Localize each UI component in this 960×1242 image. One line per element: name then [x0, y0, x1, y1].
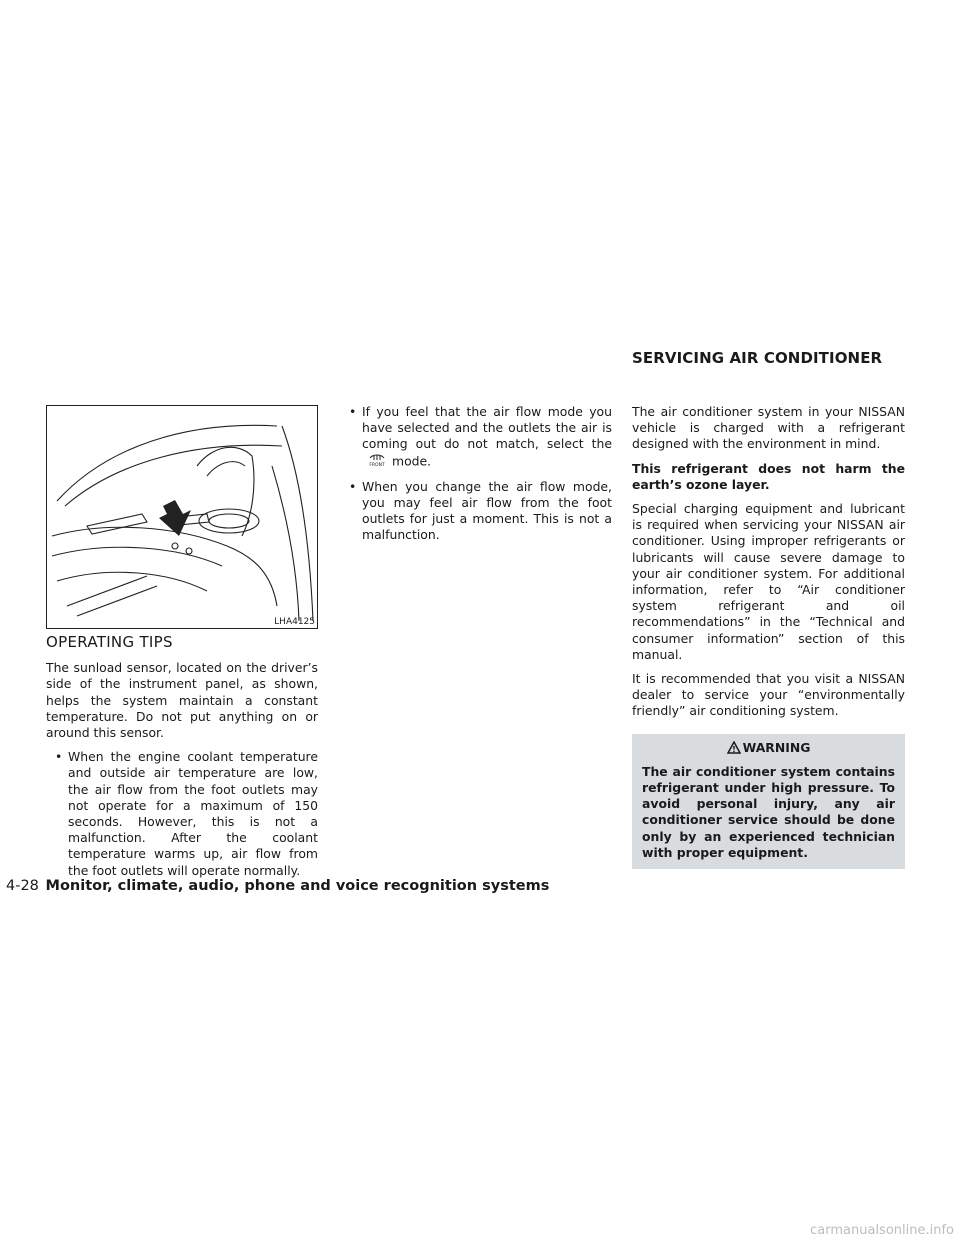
- servicing-paragraph-1: The air conditioner system in your NISSAN vehicle is charged with a refrigerant designed with the environment in mind.: [632, 404, 905, 452]
- servicing-paragraph-3: Special charging equipment and lubricant is required when servicing your NISSAN air conditioner. Using improper refrigerants or lubricants will cause severe damage to your air conditioner system. For additional information, refer to “Air conditioner system refrigerant and oil recommendations” in the “Technical and consumer information” section of this manual.: [632, 501, 905, 662]
- servicing-paragraph-4: It is recommended that you visit a NISSAN dealer to service your “environmentally friendly” air conditioning system.: [632, 671, 905, 719]
- tips-continued-column: [340, 404, 612, 552]
- warning-box: [632, 734, 905, 869]
- front-defrost-icon-label: FRONT: [369, 462, 385, 467]
- tips-list-2: [340, 404, 612, 544]
- tip-air-flow-mode: [340, 404, 612, 471]
- watermark: carmanualsonline.info: [810, 1223, 954, 1238]
- operating-tips-intro: The sunload sensor, located on the driver’s side of the instrument panel, as shown, helps the system maintain a constant temperature. Do not put anything on or around this sensor.: [46, 660, 318, 741]
- servicing-column: [632, 404, 905, 869]
- tips-list-1: [46, 749, 318, 879]
- section-heading: SERVICING AIR CONDITIONER: [632, 349, 883, 367]
- warning-heading: [642, 740, 895, 756]
- operating-tips-column: [46, 634, 318, 887]
- chapter-title: Monitor, climate, audio, phone and voice recognition systems: [45, 878, 550, 894]
- sunload-sensor-illustration: [46, 405, 318, 629]
- warning-text: The air conditioner system contains refrigerant under high pressure. To avoid personal injury, any air conditioner service should be done only by an experienced technician with proper equipment.: [642, 763, 895, 860]
- front-defrost-icon: [366, 453, 388, 471]
- page-number: 4-28: [6, 878, 39, 894]
- figure-code: LHA4125: [274, 617, 315, 627]
- page-footer: [6, 878, 549, 894]
- warning-triangle-icon: [727, 741, 741, 754]
- servicing-ozone-statement: This refrigerant does not harm the earth’s ozone layer.: [632, 460, 905, 492]
- dashboard-line-drawing: [47, 406, 316, 627]
- tip-coolant: • When the engine coolant temperature and outside air temperature are low, the air flow from the foot outlets may not operate for a maximum of 150 seconds. However, this is not a malfunction. After the coolant temperature warms up, air flow from the foot outlets will operate normally.: [46, 749, 318, 879]
- warning-title-text: WARNING: [742, 739, 811, 755]
- tip-change-mode: • When you change the air flow mode, you may feel air flow from the foot outlets for just a moment. This is not a malfunction.: [340, 479, 612, 544]
- tip-air-flow-text-b: mode.: [392, 453, 432, 469]
- tip-air-flow-text-a: If you feel that the air flow mode you have selected and the outlets the air is coming out do not match, select the: [362, 404, 612, 452]
- operating-tips-heading: OPERATING TIPS: [46, 633, 173, 651]
